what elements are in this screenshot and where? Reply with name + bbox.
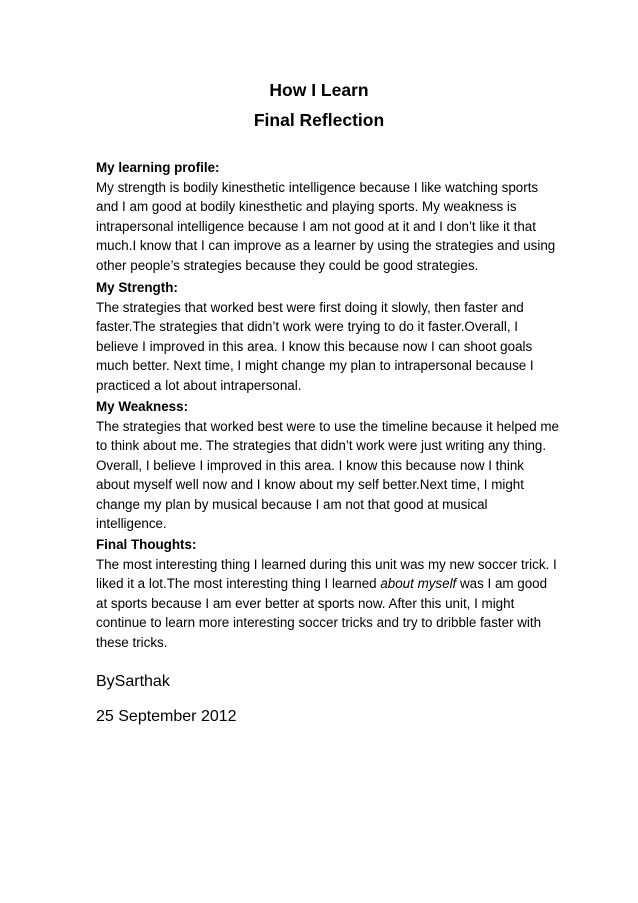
body-line: continue to learn more interesting soccer tricks and try to dribble faster with	[96, 615, 542, 630]
body-line: much.I know that I can improve as a learner by using the strategies and using	[96, 238, 556, 253]
body-line: and I am good at bodily kinesthetic and playing sports. My weakness is	[96, 199, 517, 214]
body-line: these tricks.	[96, 634, 168, 650]
page-subtitle: Final Reflection	[253, 110, 385, 130]
section-final-thoughts	[96, 535, 566, 652]
body-line: much better. Next time, I might change my plan to intrapersonal because I	[96, 358, 534, 373]
body-line: practiced a lot about intrapersonal.	[96, 377, 302, 393]
body-line	[96, 574, 566, 594]
body-line: to think about me. The strategies that didn’t work were just writing any thing.	[96, 438, 547, 453]
section-heading: My learning profile:	[96, 160, 220, 175]
body-line: Overall, I believe I improved in this area. I know this because now I think	[96, 457, 524, 473]
body-line: faster.The strategies that didn’t work were trying to do it faster.Overall, I	[96, 319, 518, 334]
section-body	[96, 178, 566, 276]
author-signature: BySarthak	[96, 673, 170, 690]
section-weakness	[96, 397, 566, 534]
section-body	[96, 298, 566, 396]
body-line-text: was I am good	[456, 576, 548, 591]
section-heading: My Weakness:	[96, 399, 189, 414]
body-line: about myself well now and I know about my self better.Next time, I might	[96, 477, 524, 492]
body-line: intelligence.	[96, 516, 167, 531]
section-strength	[96, 278, 566, 395]
body-line-text: liked it a lot.The most interesting thing I learned	[96, 576, 381, 591]
section-heading: My Strength:	[96, 280, 178, 295]
page-title: How I Learn	[269, 80, 369, 100]
body-line: The most interesting thing I learned during this unit was my new soccer trick. I	[96, 556, 557, 572]
document-date: 25 September 2012	[96, 708, 237, 725]
body-line: The strategies that worked best were to use the timeline because it helped me	[96, 418, 559, 434]
body-line: change my plan by musical because I am not that good at musical	[96, 496, 488, 512]
section-heading: Final Thoughts:	[96, 537, 197, 552]
section-body	[96, 555, 566, 653]
body-line: other people’s strategies because they could be good strategies.	[96, 257, 479, 273]
section-body	[96, 417, 566, 534]
body-line: My strength is bodily kinesthetic intelligence because I like watching sports	[96, 179, 539, 195]
section-learning-profile	[96, 158, 566, 275]
body-line: The strategies that worked best were first doing it slowly, then faster and	[96, 299, 524, 315]
body-line: at sports because I am ever better at sports now. After this unit, I might	[96, 595, 515, 611]
body-line: intrapersonal intelligence because I am not good at it and I don’t like it that	[96, 218, 536, 234]
body-line: believe I improved in this area. I know this because now I can shoot goals	[96, 338, 533, 354]
italic-phrase: about myself	[380, 576, 457, 591]
